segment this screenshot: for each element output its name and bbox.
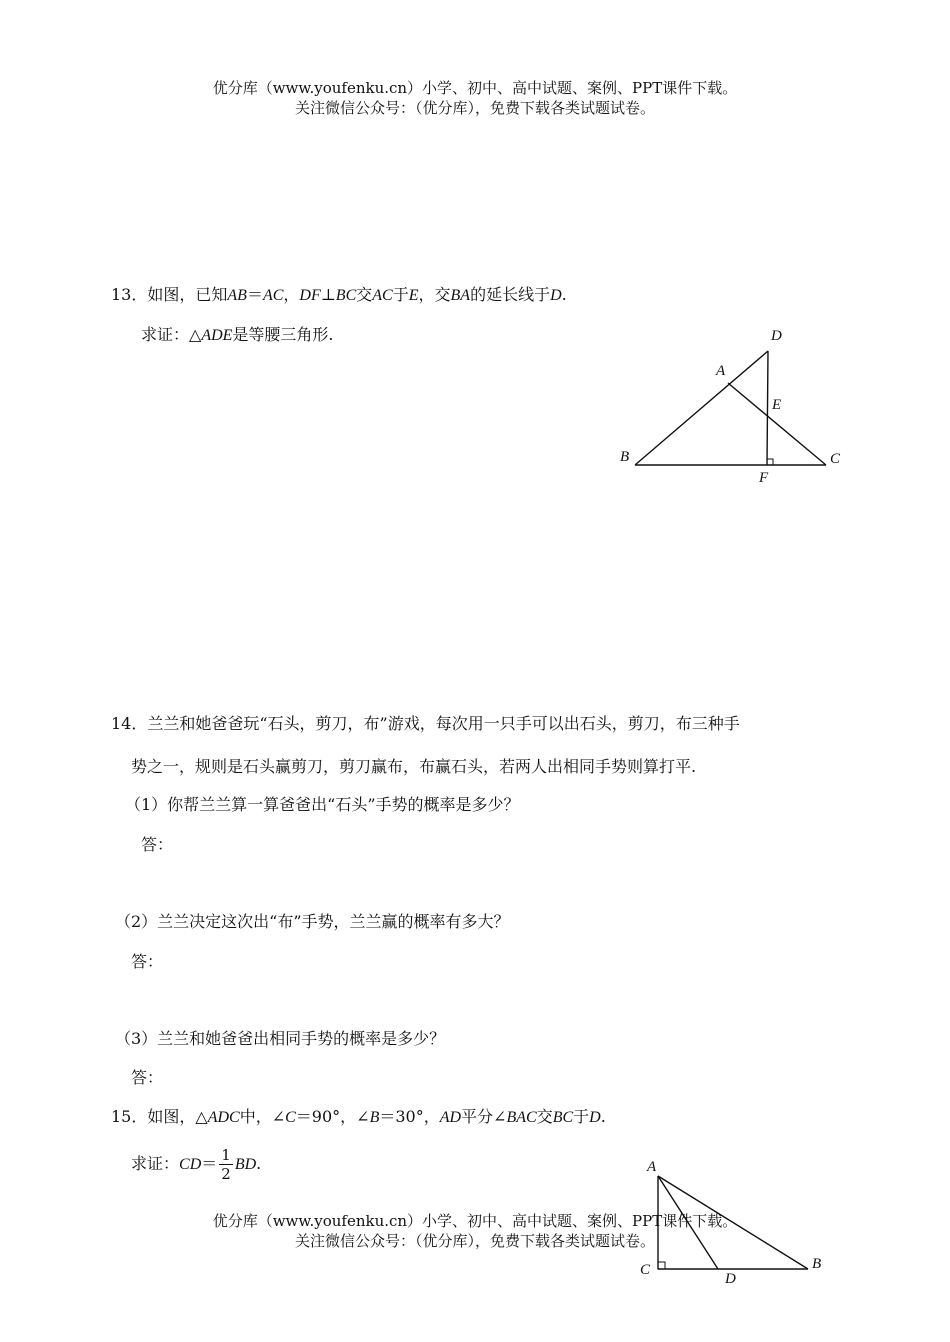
footer-line-1: 优分库（www.youfenku.cn）小学、初中、高中试题、案例、PPT课件下载。 xyxy=(212,1212,738,1230)
q15-number: 15． xyxy=(111,1107,148,1126)
q15-prove xyxy=(131,1146,261,1183)
q15-label-c: C xyxy=(640,1262,651,1278)
q15-c: C xyxy=(285,1109,296,1126)
q13-perp: ⊥ xyxy=(320,285,336,304)
q15-label-a: A xyxy=(647,1159,657,1175)
q14-answer-2: 答： xyxy=(131,952,164,971)
q13-prove-prefix: 求证：△ xyxy=(141,325,202,344)
q13-line-df xyxy=(767,351,768,465)
q15-frac-den: 2 xyxy=(221,1165,231,1183)
q15-period: . xyxy=(600,1107,606,1126)
q15-ad: AD xyxy=(439,1109,462,1126)
q13-ba: BA xyxy=(450,287,471,304)
q15-text-e: 平分∠ xyxy=(461,1107,507,1126)
q15-label-d: D xyxy=(725,1271,736,1287)
q13-prove xyxy=(141,324,334,347)
q13-label-e: E xyxy=(772,397,782,413)
q13-line-bd xyxy=(635,351,768,465)
q13-e: E xyxy=(408,287,419,304)
q14-answer-3: 答： xyxy=(131,1068,164,1087)
q13-label-f: F xyxy=(759,470,769,486)
q15-prove-end: . xyxy=(256,1154,262,1173)
q15-label-b: B xyxy=(812,1256,822,1272)
q13-label-b: B xyxy=(620,449,630,465)
q15-bd: BD xyxy=(234,1156,257,1173)
header-line-1: 优分库（www.youfenku.cn）小学、初中、高中试题、案例、PPT课件下载。 xyxy=(212,79,738,97)
q15-text-b: 中，∠ xyxy=(239,1107,286,1126)
q13-text-b: ，交 xyxy=(418,285,451,304)
q13-ac: AC xyxy=(262,287,284,304)
q14-line-1 xyxy=(111,713,740,735)
q13-label-d: D xyxy=(771,328,782,344)
q13-line-ac xyxy=(728,383,826,465)
q15-text-f: 交 xyxy=(536,1107,553,1126)
q15-bac: BAC xyxy=(506,1109,537,1126)
q15-cd: CD xyxy=(179,1156,202,1173)
q14-line1-text: 兰兰和她爸爸玩“石头，剪刀，布”游戏，每次用一只手可以出石头，剪刀，布三种手 xyxy=(147,714,740,733)
header-line-2: 关注微信公众号：（优分库），免费下载各类试题试卷。 xyxy=(294,99,655,117)
q15-d: D xyxy=(589,1109,601,1126)
q15-adc: ADC xyxy=(207,1109,240,1126)
q15-text-c: ＝90°，∠ xyxy=(295,1107,370,1126)
q13-figure xyxy=(610,320,850,490)
q14-sub-1: （1）你帮兰兰算一算爸爸出“石头”手势的概率是多少？ xyxy=(125,795,520,814)
q14-sub-3: （3）兰兰和她爸爸出相同手势的概率是多少？ xyxy=(115,1029,446,1048)
q15-text-a: 如图，△ xyxy=(147,1107,208,1126)
q13-ab: AB xyxy=(227,287,247,304)
q13-statement xyxy=(111,284,567,307)
q15-fraction xyxy=(219,1146,233,1183)
q15-right-angle xyxy=(658,1262,665,1269)
q15-frac-num: 1 xyxy=(221,1146,231,1164)
q15-eq: ＝ xyxy=(201,1154,218,1173)
q13-text: 如图，已知 xyxy=(147,285,228,304)
q14-answer-1: 答： xyxy=(141,835,174,854)
q13-period: . xyxy=(561,285,567,304)
q13-prove-suffix: 是等腰三角形. xyxy=(232,325,334,344)
q15-prove-prefix: 求证： xyxy=(131,1154,180,1173)
q14-line-2: 势之一，规则是石头赢剪刀，剪刀赢布，布赢石头，若两人出相同手势则算打平. xyxy=(131,757,697,776)
q15-statement xyxy=(111,1106,606,1129)
q13-label-a: A xyxy=(716,363,726,379)
footer-line-2: 关注微信公众号：（优分库），免费下载各类试题试卷。 xyxy=(294,1232,655,1250)
q13-yu: 于 xyxy=(392,285,409,304)
q15-text-d: ＝30°， xyxy=(379,1107,440,1126)
q13-right-angle xyxy=(767,459,773,465)
q15-text-g: 于 xyxy=(573,1107,590,1126)
q13-comma: ， xyxy=(283,285,300,304)
q13-label-c: C xyxy=(830,451,841,467)
q13-text-c: 的延长线于 xyxy=(470,285,551,304)
q13-ac2: AC xyxy=(372,287,393,304)
q13-jiao: 交 xyxy=(356,285,373,304)
q14-number: 14． xyxy=(111,714,148,733)
q13-ade: ADE xyxy=(201,327,233,344)
q13-d: D xyxy=(550,287,562,304)
q15-b: B xyxy=(369,1109,380,1126)
q14-sub-2: （2）兰兰决定这次出“布”手势，兰兰赢的概率有多大？ xyxy=(115,912,510,931)
q13-number: 13． xyxy=(111,285,148,304)
q13-df: DF xyxy=(299,287,321,304)
q15-bc: BC xyxy=(552,1109,574,1126)
q13-eq: ＝ xyxy=(246,285,263,304)
q13-bc: BC xyxy=(335,287,357,304)
